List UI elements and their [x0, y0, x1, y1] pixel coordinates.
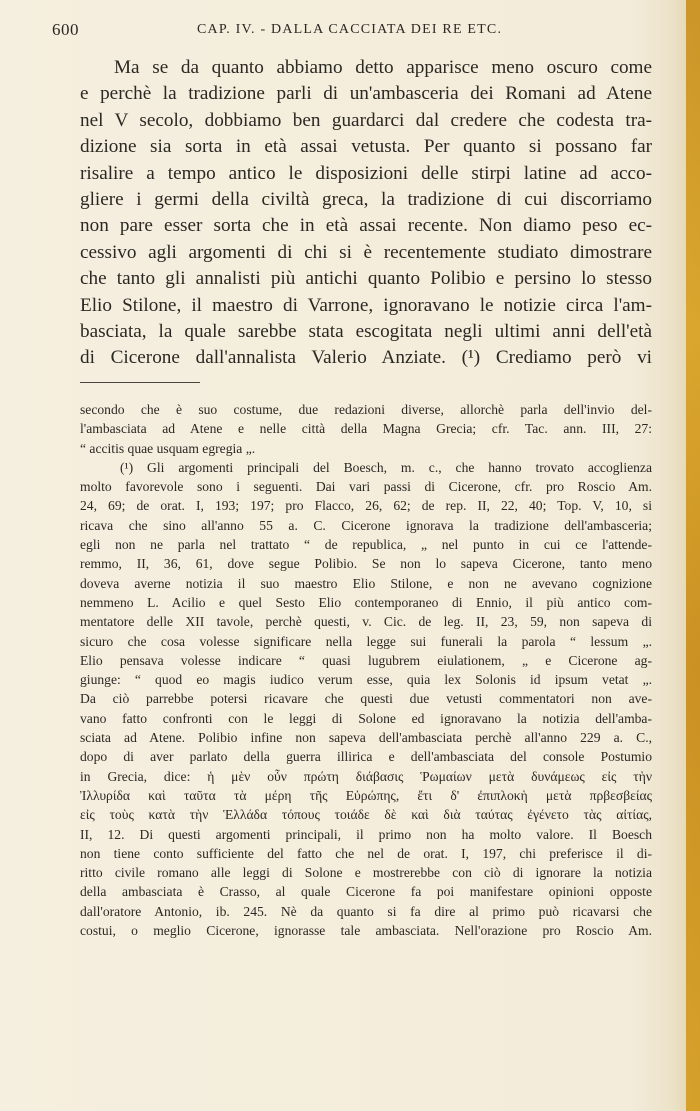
footnote-line: dall'oratore Antonio, ib. 245. Nè da quanto si fa dire al primo può ricavarsi che	[80, 903, 652, 919]
footnotes	[80, 400, 652, 940]
body-line: risalire a tempo antico le disposizioni delle stirpi latine ad acco-	[80, 162, 652, 184]
page-header	[52, 20, 648, 42]
footnote-line: ritto civile romano alle leggi di Solone e mostrerebbe con ciò di ignorare la notizia	[80, 865, 652, 881]
footnote-line: doveva averne notizia il suo maestro Elio Stilone, e non ne avevano cognizione	[80, 575, 652, 591]
footnote-line: l'ambasciata ad Atene e nelle città della Magna Grecia; cfr. Tac. ann. III, 27:	[80, 421, 652, 437]
page-edge	[686, 0, 700, 1111]
body-line: e perchè la tradizione parli di un'ambasceria dei Romani ad Atene	[80, 83, 652, 105]
body-line: Ma se da quanto abbiamo detto apparisce meno oscuro come	[114, 57, 652, 78]
footnote-line: ricava che sino all'anno 55 a. C. Cicerone ignorava la tradizione dell'ambasceria;	[80, 517, 652, 533]
footnote-line: (¹) Gli argomenti principali del Boesch, m. c., che hanno trovato accoglienza	[120, 459, 652, 475]
footnote-line: “ accitis quae usquam egregia „.	[80, 440, 256, 456]
footnote-line: della ambasciata è Crasso, al quale Cicerone fa poi manifestare opinioni opposte	[80, 884, 652, 900]
body-line: cessivo agli argomenti di chi si è recentemente studiato dimostrare	[80, 241, 652, 263]
body-line: basciata, la quale sarebbe stata escogitata negli ultimi anni dell'età	[80, 321, 652, 343]
footnote-line: in Grecia, dice: ἡ μὲν οὖν πρώτη διάβασις Ῥωμαίων μετὰ δυνάμεως εἰς τὴν	[80, 768, 652, 784]
footnote-line: sicuro che cosa volesse significare nella legge sui funerali la parola “ lessum „.	[80, 633, 652, 649]
footnote-line: secondo che è suo costume, due redazioni diverse, allorchè parla dell'invio del-	[80, 402, 652, 417]
footnote-line: Ἰλλυρίδα καὶ ταῦτα τὰ μέρη τῆς Εὐρώπης, ἔτι δ' ἐπιπλοκὴ μετὰ πρβεσβείας	[80, 787, 652, 803]
footnote-line: εἰς τοὺς κατὰ τὴν Ἑλλάδα τόπους τοιάδε δὲ καὶ διὰ ταύτας ἐγένετο τὰς αἰτίας,	[80, 807, 652, 823]
footnote-line: vano fatto confronti con le leggi di Solone ed ignoravano la notizia dell'amba-	[80, 710, 652, 726]
body-line: gliere i germi della civiltà greca, la tradizione di cui discorriamo	[80, 189, 652, 211]
body-line: di Cicerone dall'annalista Valerio Anziate. (¹) Crediamo però vi	[80, 347, 652, 369]
footnote-line: 24, 69; de orat. I, 193; 197; pro Flacco, 26, 62; de rep. II, 22, 40; Top. V, 10, si	[80, 498, 652, 514]
footnote-line: Da ciò parrebbe potersi ricavare che questi due vetusti commentatori non ave-	[80, 691, 652, 707]
body-line: non pare esser sorta che in età assai recente. Non diamo peso ec-	[80, 215, 652, 237]
footnote-line: giunge: “ quod eo magis iudico verum esse, quia lex Solonis id ipsum vetat „.	[80, 672, 652, 688]
footnote-line: egli non ne parla nel trattato “ de republica, „ nel punto in cui ce l'attende-	[80, 537, 652, 553]
running-head: CAP. IV. - DALLA CACCIATA DEI RE ETC.	[197, 22, 503, 37]
footnote-line: mentatore delle XII tavole, perchè questi, v. Cic. de leg. II, 23, 59, non sapeva di	[80, 614, 652, 630]
footnote-line: costui, o meglio Cicerone, ignorasse tale ambasciata. Nell'orazione pro Roscio Am.	[80, 923, 652, 939]
footnote-line: non tiene conto sufficiente del fatto che nel de orat. I, 197, chi preferisce il di-	[80, 845, 652, 861]
footnote-line: sciata ad Atene. Polibio infine non sapeva dell'ambasciata perchè all'anno 229 a. C.,	[80, 730, 652, 746]
body-line: che tanto gli annalisti più antichi quanto Polibio e persino lo stesso	[80, 268, 652, 290]
footnote-line: molto favorevole sono i seguenti. Dai vari passi di Cicerone, cfr. pro Roscio Am.	[80, 479, 652, 495]
body-line: dizione sia sorta in età assai vetusta. Per quanto si possano far	[80, 136, 652, 158]
footnote-line: II, 12. Di questi argomenti principali, il primo non ha molto valore. Il Boesch	[80, 826, 652, 842]
body-line: Elio Stilone, il maestro di Varrone, ignoravano le notizie circa l'am-	[80, 294, 652, 316]
main-text	[80, 55, 652, 372]
footnote-line: Elio pensava volesse indicare “ quasi lugubrem eiulationem, „ e Cicerone ag-	[80, 652, 652, 668]
page-number: 600	[52, 20, 79, 39]
body-line: nel V secolo, dobbiamo ben guardarci dal credere che codesta tra-	[80, 109, 652, 131]
footnote-line: nemmeno L. Acilio e quel Sesto Elio contemporaneo di Ennio, il più antico com-	[80, 594, 652, 610]
footnote-separator	[80, 382, 200, 383]
footnote-line: remmo, II, 36, 61, dove segue Polibio. Se non lo sapeva Cicerone, tanto meno	[80, 556, 652, 572]
footnote-line: dopo di aver parlato della guerra illirica e dell'ambasciata del console Postumio	[80, 749, 652, 765]
